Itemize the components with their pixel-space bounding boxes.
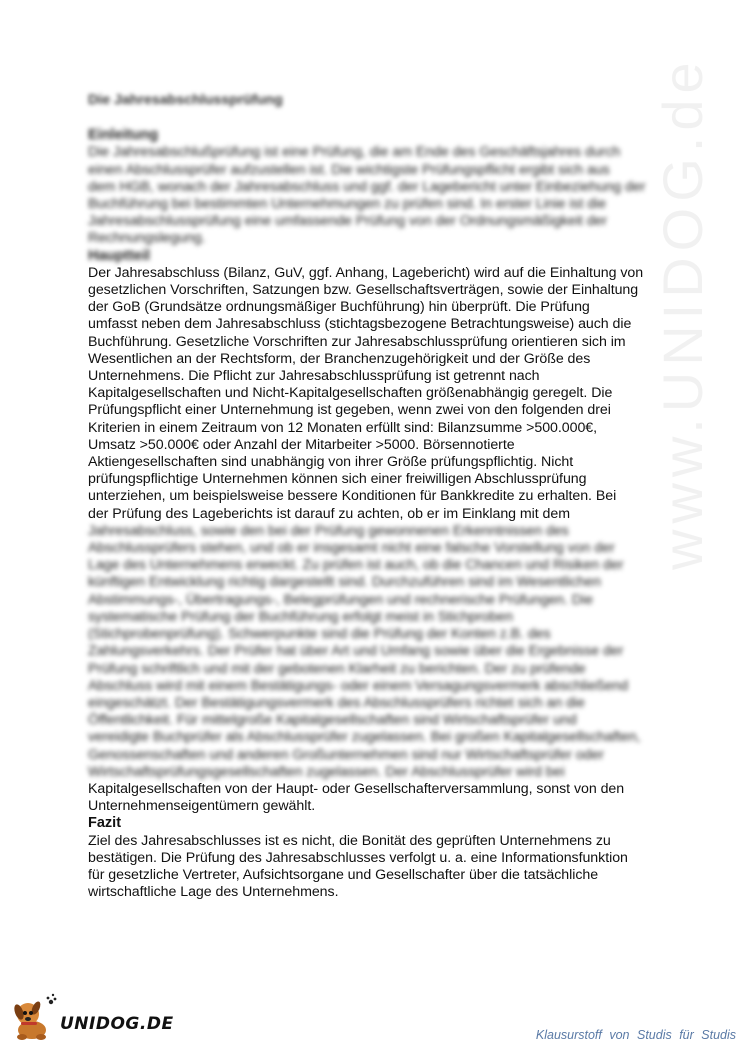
document-title: Die Jahresabschlussprüfung: [88, 92, 283, 108]
hauptteil-line: der Prüfung des Lageberichts ist darauf zu achten, ob er im Einklang mit dem: [88, 505, 570, 522]
einleitung-line: einen Abschlussprüfer aufzustellen ist. Die wichtigste Prüfungspflicht ergibt sich aus: [88, 161, 610, 178]
hauptteil-blurred-line: Zahlungsverkehrs. Der Prüfer hat über Art und Umfang sowie über die Ergebnisse der: [88, 643, 624, 660]
hauptteil-line: Kriterien in einem Zeitraum von 12 Monaten erfüllt sind: Bilanzsumme >500.000€,: [88, 419, 598, 436]
unidog-logo[interactable]: [8, 992, 174, 1042]
footer-tagline: Klausurstoff von Studis für Studis: [535, 1028, 736, 1042]
hauptteil-line: prüfungspflichtige Unternehmen können sich einer freiwilligen Abschlussprüfung: [88, 471, 587, 488]
hauptteil-line: unterziehen, um beispielsweise bessere Konditionen für Bankkredite zu erhalten. Bei: [88, 488, 617, 505]
hauptteil-blurred-line: Genossenschaften und anderen Großunternehmen sind nur Wirtschaftsprüfer oder: [88, 746, 604, 763]
hauptteil-paragraph-visible-bottom: [88, 781, 668, 815]
hauptteil-line: gesetzlichen Vorschriften, Satzungen bzw. Gesellschaftsverträgen, sowie der Einhaltung: [88, 282, 639, 299]
hauptteil-line: der GoB (Grundsätze ordnungsmäßiger Buchführung) hin überprüft. Die Prüfung: [88, 299, 590, 316]
fazit-line: Ziel des Jahresabschlusses ist es nicht, die Bonität des geprüften Unternehmens zu: [88, 832, 611, 849]
hauptteil-line: Umsatz >50.000€ oder Anzahl der Mitarbeiter >5000. Börsennotierte: [88, 436, 515, 453]
einleitung-line: Jahresabschlussprüfung eine umfassende Prüfung von der Ordnungsmäßigkeit der: [88, 213, 608, 230]
einleitung-line: dem HGB, wonach der Jahresabschluss und ggf. der Lagebericht unter Einbeziehung der: [88, 178, 646, 195]
section-heading-hauptteil: Hauptteil: [88, 247, 151, 264]
hauptteil-blurred-line: Lage des Unternehmens erweckt. Zu prüfen ist auch, ob die Chancen und Risiken der: [88, 557, 624, 574]
hauptteil-line: Unternehmens. Die Pflicht zur Jahresabschlussprüfung ist getrennt nach: [88, 368, 540, 385]
hauptteil-blurred-line: künftigen Entwicklung richtig dargestellt sind. Durchzuführen sind im Wesentlichen: [88, 574, 601, 591]
hauptteil-blurred-line: Öffentlichkeit. Für mittelgroße Kapitalgesellschaften sind Wirtschaftsprüfer und: [88, 712, 577, 729]
einleitung-line: Rechnungslegung.: [88, 230, 206, 247]
fazit-line: für gesetzliche Vertreter, Aufsichtsorgane und Gesellschafter über die tatsächliche: [88, 866, 599, 883]
hauptteil-blurred-line: Jahresabschluss, sowie den bei der Prüfung gewonnenen Erkenntnissen des: [88, 522, 569, 539]
hauptteil-paragraph-blurred: [88, 523, 668, 781]
hauptteil-line: Aktiengesellschaften sind unabhängig von ihrer Größe prüfungspflichtig. Nicht: [88, 454, 574, 471]
document-page: [88, 92, 668, 901]
fazit-paragraph: [88, 833, 668, 902]
hauptteil-line: Wesentlichen an der Rechtsform, der Branchenzugehörigkeit und der Größe des: [88, 350, 591, 367]
section-heading-einleitung: Einleitung: [88, 127, 159, 144]
dog-mascot-icon: [8, 992, 58, 1042]
hauptteil-line: umfasst neben dem Jahresabschluss (stichtagsbezogene Betrachtungsweise) auch die: [88, 316, 632, 333]
hauptteil-line: Der Jahresabschluss (Bilanz, GuV, ggf. Anhang, Lagebericht) wird auf die Einhaltung von: [88, 264, 644, 281]
hauptteil-line: Unternehmenseigentümern gewählt.: [88, 798, 316, 815]
hauptteil-blurred-line: Abschlussprüfers stehen, und ob er insgesamt nicht eine falsche Vorstellung von der: [88, 540, 615, 557]
fazit-line: wirtschaftliche Lage des Unternehmens.: [88, 884, 339, 901]
hauptteil-line: Buchführung. Gesetzliche Vorschriften zur Jahresabschlussprüfung orientieren sich im: [88, 333, 626, 350]
hauptteil-blurred-line: Wirtschaftsprüfungsgesellschaften zugelassen. Der Abschlussprüfer wird bei: [88, 763, 565, 780]
section-heading-fazit: Fazit: [88, 815, 122, 832]
einleitung-line: Die Jahresabschlußprüfung ist eine Prüfung, die am Ende des Geschäftsjahres durch: [88, 144, 621, 161]
fazit-line: bestätigen. Die Prüfung des Jahresabschlusses verfolgt u. a. eine Informationsfunktion: [88, 849, 628, 866]
hauptteil-line: Kapitalgesellschaften von der Haupt- oder Gesellschafterversammlung, sonst von den: [88, 780, 625, 797]
hauptteil-blurred-line: Abstimmungs-, Übertragungs-, Belegprüfungen und rechnerische Prüfungen. Die: [88, 591, 593, 608]
watermark: www.UNIDOG.de: [651, 56, 714, 570]
logo-text: UNIDOG.DE: [60, 1014, 174, 1034]
hauptteil-blurred-line: systematische Prüfung der Buchführung erfolgt meist in Stichproben: [88, 608, 513, 625]
hauptteil-line: Kapitalgesellschaften und Nicht-Kapitalgesellschaften größenabhängig geregelt. Die: [88, 385, 613, 402]
hauptteil-line: Prüfungspflicht einer Unternehmung ist gegeben, wenn zwei von den folgenden drei: [88, 402, 611, 419]
hauptteil-blurred-line: vereidigte Buchprüfer als Abschlussprüfer zugelassen. Bei großen Kapitalgesellschaften,: [88, 729, 641, 746]
einleitung-line: Buchführung bei bestimmten Unternehmungen zu prüfen sind. In erster Linie ist die: [88, 196, 607, 213]
hauptteil-blurred-line: eingeschätzt. Der Bestätigungsvermerk des Abschlussprüfers richtet sich an die: [88, 694, 585, 711]
hauptteil-blurred-line: Prüfung schriftlich und mit der gebotenen Klarheit zu berichten. Der zu prüfende: [88, 660, 586, 677]
hauptteil-paragraph-visible-top: [88, 265, 668, 523]
hauptteil-blurred-line: (Stichprobenprüfung). Schwerpunkte sind die Prüfung der Konten z.B. des: [88, 626, 551, 643]
einleitung-paragraph: [88, 144, 668, 247]
hauptteil-blurred-line: Abschluss wird mit einem Bestätigungs- oder einem Versagungsvermerk abschließend: [88, 677, 629, 694]
